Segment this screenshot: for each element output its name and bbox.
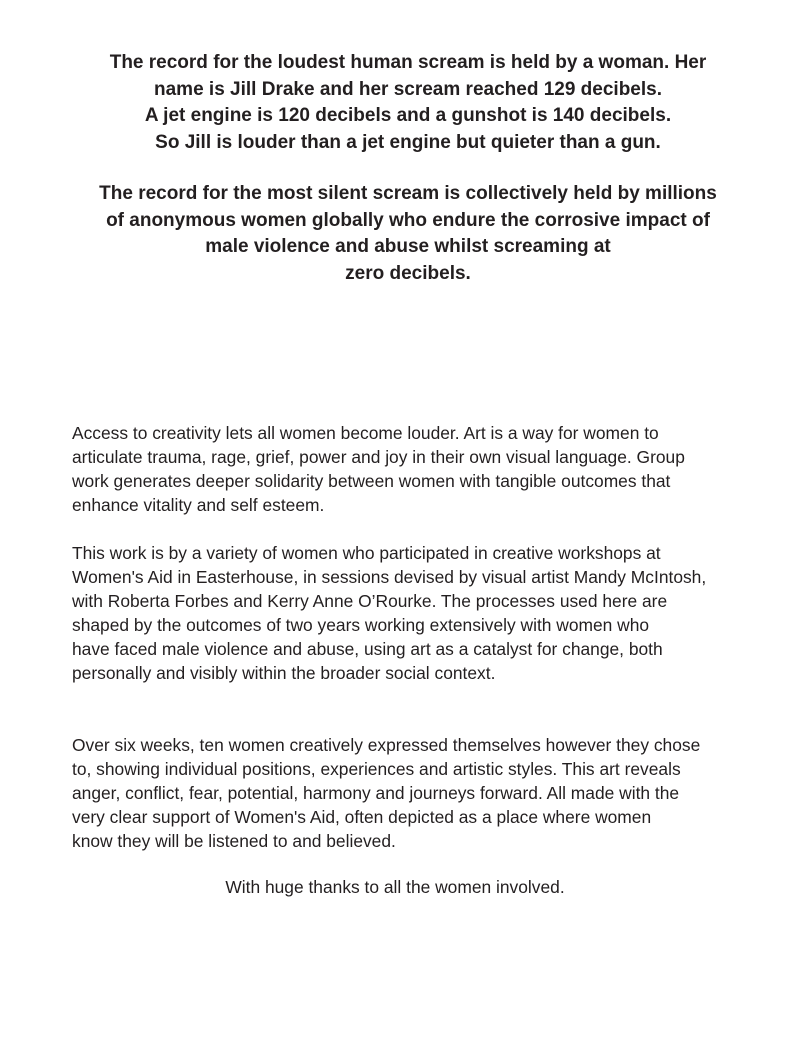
text-line: of anonymous women globally who endure the corrosive impact of — [106, 209, 710, 231]
text-line: Over six weeks, ten women creatively expressed themselves however they chose — [72, 735, 701, 755]
text-line: Women's Aid in Easterhouse, in sessions devised by visual artist Mandy McIntosh, — [72, 567, 707, 587]
text-line: with Roberta Forbes and Kerry Anne O’Rourke. The processes used here are — [72, 591, 668, 611]
text-line: to, showing individual positions, experiences and artistic styles. This art reveals — [72, 759, 681, 779]
text-line: have faced male violence and abuse, using art as a catalyst for change, both — [72, 639, 663, 659]
intro-paragraph-silent-scream — [60, 181, 756, 287]
text-line: work generates deeper solidarity between women with tangible outcomes that — [72, 471, 671, 491]
text-line: name is Jill Drake and her scream reached 129 decibels. — [154, 78, 662, 100]
text-line: enhance vitality and self esteem. — [72, 495, 325, 515]
text-line: Access to creativity lets all women become louder. Art is a way for women to — [72, 423, 659, 443]
text-line: A jet engine is 120 decibels and a gunshot is 140 decibels. — [144, 105, 672, 126]
body-paragraph-workshops — [72, 541, 762, 685]
text-line: zero decibels. — [345, 262, 471, 284]
text-line: shaped by the outcomes of two years working extensively with women who — [72, 615, 650, 635]
text-line: know they will be listened to and believed. — [72, 831, 396, 851]
text-line: This work is by a variety of women who participated in creative workshops at — [72, 543, 661, 563]
text-line: articulate trauma, rage, grief, power and joy in their own visual language. Group — [72, 447, 685, 467]
text-line: very clear support of Women's Aid, often depicted as a place where women — [72, 807, 652, 827]
intro-paragraph-loudest-scream — [60, 50, 756, 156]
text-line: The record for the most silent scream is collectively held by millions — [99, 183, 717, 204]
text-line: personally and visibly within the broader social context. — [72, 663, 496, 683]
text-line: anger, conflict, fear, potential, harmony and journeys forward. All made with the — [72, 783, 680, 803]
thanks-line: With huge thanks to all the women involved. — [225, 877, 565, 897]
body-paragraph-creativity — [72, 421, 762, 517]
body-paragraph-six-weeks — [72, 733, 762, 853]
text-line: So Jill is louder than a jet engine but quieter than a gun. — [155, 131, 661, 153]
text-line: The record for the loudest human scream is held by a woman. Her — [109, 52, 707, 73]
text-line: male violence and abuse whilst screaming at — [205, 236, 611, 257]
